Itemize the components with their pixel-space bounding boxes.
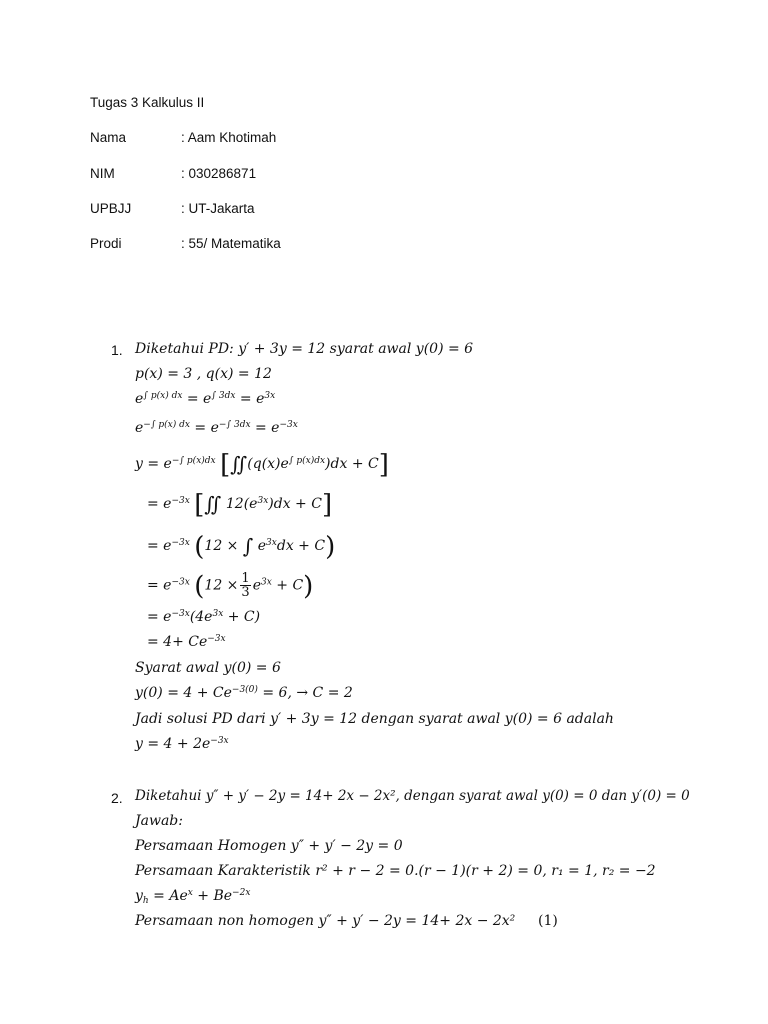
initial-substitution-rhs: = 6, → C = 2: [257, 685, 353, 701]
info-value: : UT-Jakarta: [181, 201, 255, 216]
problem-1-number: 1.: [111, 342, 123, 358]
info-row-nama: [90, 130, 277, 145]
problem-2-given: Diketahui y″ + y′ − 2y = 14+ 2x − 2x², dengan syarat awal y(0) = 0 dan y′(0) = 0: [135, 788, 690, 804]
initial-substitution-lhs: y(0) = 4 + Ce: [135, 685, 232, 701]
solution-step-5-text: = 4+ Ce: [147, 634, 208, 650]
homogeneous-solution: $y_h = Ae^x + Be^{-2x}$: [135, 888, 251, 906]
solution-step-1: = $e^{-3x}$ [∬ $12(e^{3x})dx + C$]: [147, 490, 333, 520]
solution-step-2: = $e^{-3x}$ (12 × ∫ $e^{3x}dx + C$): [147, 532, 336, 562]
equation-number: (1): [538, 913, 558, 929]
info-value: : 030286871: [181, 166, 257, 181]
answer-label: Jawab:: [135, 813, 183, 829]
problem-1-pq: p(x) = 3 , q(x) = 12: [135, 366, 272, 382]
info-label: Nama: [90, 130, 127, 145]
solution-step-5: = $4+ Ce^{-3x}$: [147, 634, 226, 650]
info-value: : Aam Khotimah: [181, 130, 277, 145]
info-value: : 55/ Matematika: [181, 236, 281, 251]
general-solution-formula: $y = e^{-\int p(x)dx}$ $[∬(q(x)e^{\int p(x)dx})dx + C]$: [135, 450, 389, 480]
nonhomogeneous-equation: Persamaan non homogen y″ + y′ − 2y = 14+ 2x − 2x²: [135, 913, 516, 929]
info-label: NIM: [90, 166, 115, 181]
integrating-factor: $e^{\int p(x) dx} = e^{\int 3dx} = e^{3x}$: [135, 391, 276, 407]
info-row-nim: [90, 166, 257, 181]
info-row-upbjj: [90, 201, 255, 216]
inverse-integrating-factor: $e^{-\int p(x) dx} = e^{-\int 3dx} = e^{-3x}$: [135, 420, 298, 436]
final-answer: $y = 4 + 2e^{-3x}$: [135, 736, 229, 752]
info-label: Prodi: [90, 236, 122, 251]
solution-step-3: = $e^{-3x}$ (12 × $\frac{1}{3}$ $e^{3x} + C$): [147, 571, 314, 602]
problem-2-number: 2.: [111, 790, 123, 806]
document-title: Tugas 3 Kalkulus II: [90, 95, 205, 110]
solution-step-4: = $e^{-3x}(4e^{3x} + C)$: [147, 609, 261, 625]
problem-1-given: Diketahui PD: y′ + 3y = 12 syarat awal y(0) = 6: [135, 341, 474, 357]
final-answer-text: y = 4 + 2e: [135, 736, 211, 752]
info-row-prodi: [90, 236, 281, 251]
conclusion: Jadi solusi PD dari y′ + 3y = 12 dengan syarat awal y(0) = 6 adalah: [135, 711, 614, 727]
info-label: UPBJJ: [90, 201, 132, 216]
homogeneous-equation: Persamaan Homogen y″ + y′ − 2y = 0: [135, 838, 403, 854]
initial-substitution: $y(0) = 4 + Ce^{-3(0)} = 6$, → C = 2: [135, 685, 353, 701]
characteristic-equation: Persamaan Karakteristik r² + r − 2 = 0.(r − 1)(r + 2) = 0, r₁ = 1, r₂ = −2: [135, 863, 656, 879]
initial-condition: Syarat awal y(0) = 6: [135, 660, 281, 676]
